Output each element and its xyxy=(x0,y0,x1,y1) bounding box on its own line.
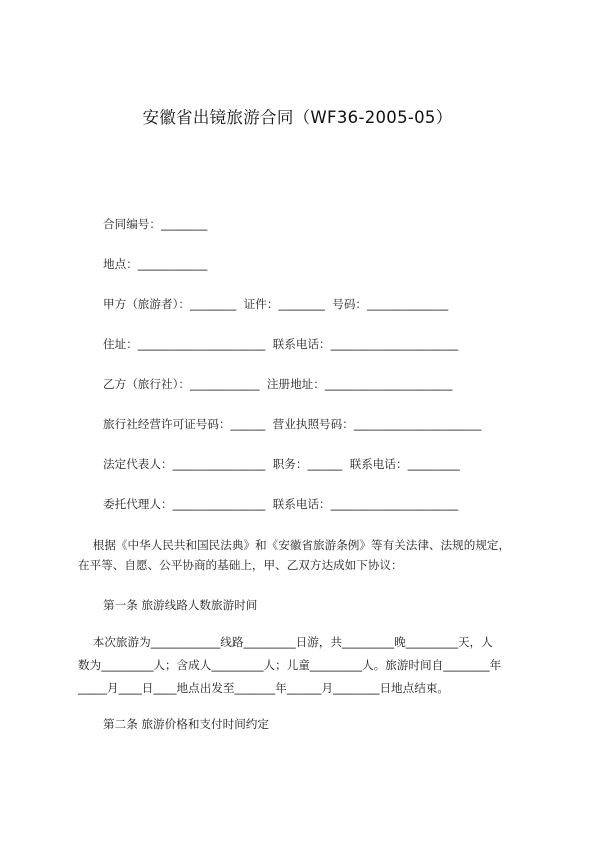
preamble-line-2: 在平等、自愿、公平协商的基础上，甲、乙双方达成如下协议： xyxy=(78,558,403,572)
party-a-field: 甲方（旅游者）：________ 证件：________ 号码：______________ xyxy=(103,297,449,311)
preamble-line-1: 根据《中华人民共和国民法典》和《安徽省旅游条例》等有关法律、法规的规定， xyxy=(78,538,511,552)
license-field: 旅行社经营许可证号码：______ 营业执照号码：______________________ xyxy=(103,417,482,431)
article-1-heading: 第一条 旅游线路人数旅游时间 xyxy=(103,598,258,612)
legal-representative-field: 法定代表人：________________ 职务：______ 联系电话：_________ xyxy=(103,457,460,471)
contract-number-field: 合同编号：________ xyxy=(103,217,208,231)
address-field: 住址：______________________ 联系电话：______________________ xyxy=(103,337,459,351)
article-2-heading: 第二条 旅游价格和支付时间约定 xyxy=(103,717,269,731)
location-field: 地点：____________ xyxy=(103,257,208,271)
article-1-line-2: 数为_________人；含成人_________人；儿童_________人。旅游时间自________年 xyxy=(78,658,502,672)
article-1-line-1: 本次旅游为____________线路_________日游，共_________晚_________天，人 xyxy=(78,635,493,649)
party-b-field: 乙方（旅行社）：____________ 注册地址：______________________ xyxy=(103,377,453,391)
agent-field: 委托代理人：________________ 联系电话：______________________ xyxy=(103,497,459,511)
document-title: 安徽省出镜旅游合同（WF36-2005-05） xyxy=(142,108,453,127)
article-1-line-3: _____月____日____地点出发至_______年______月________日地点结束。 xyxy=(78,681,450,695)
